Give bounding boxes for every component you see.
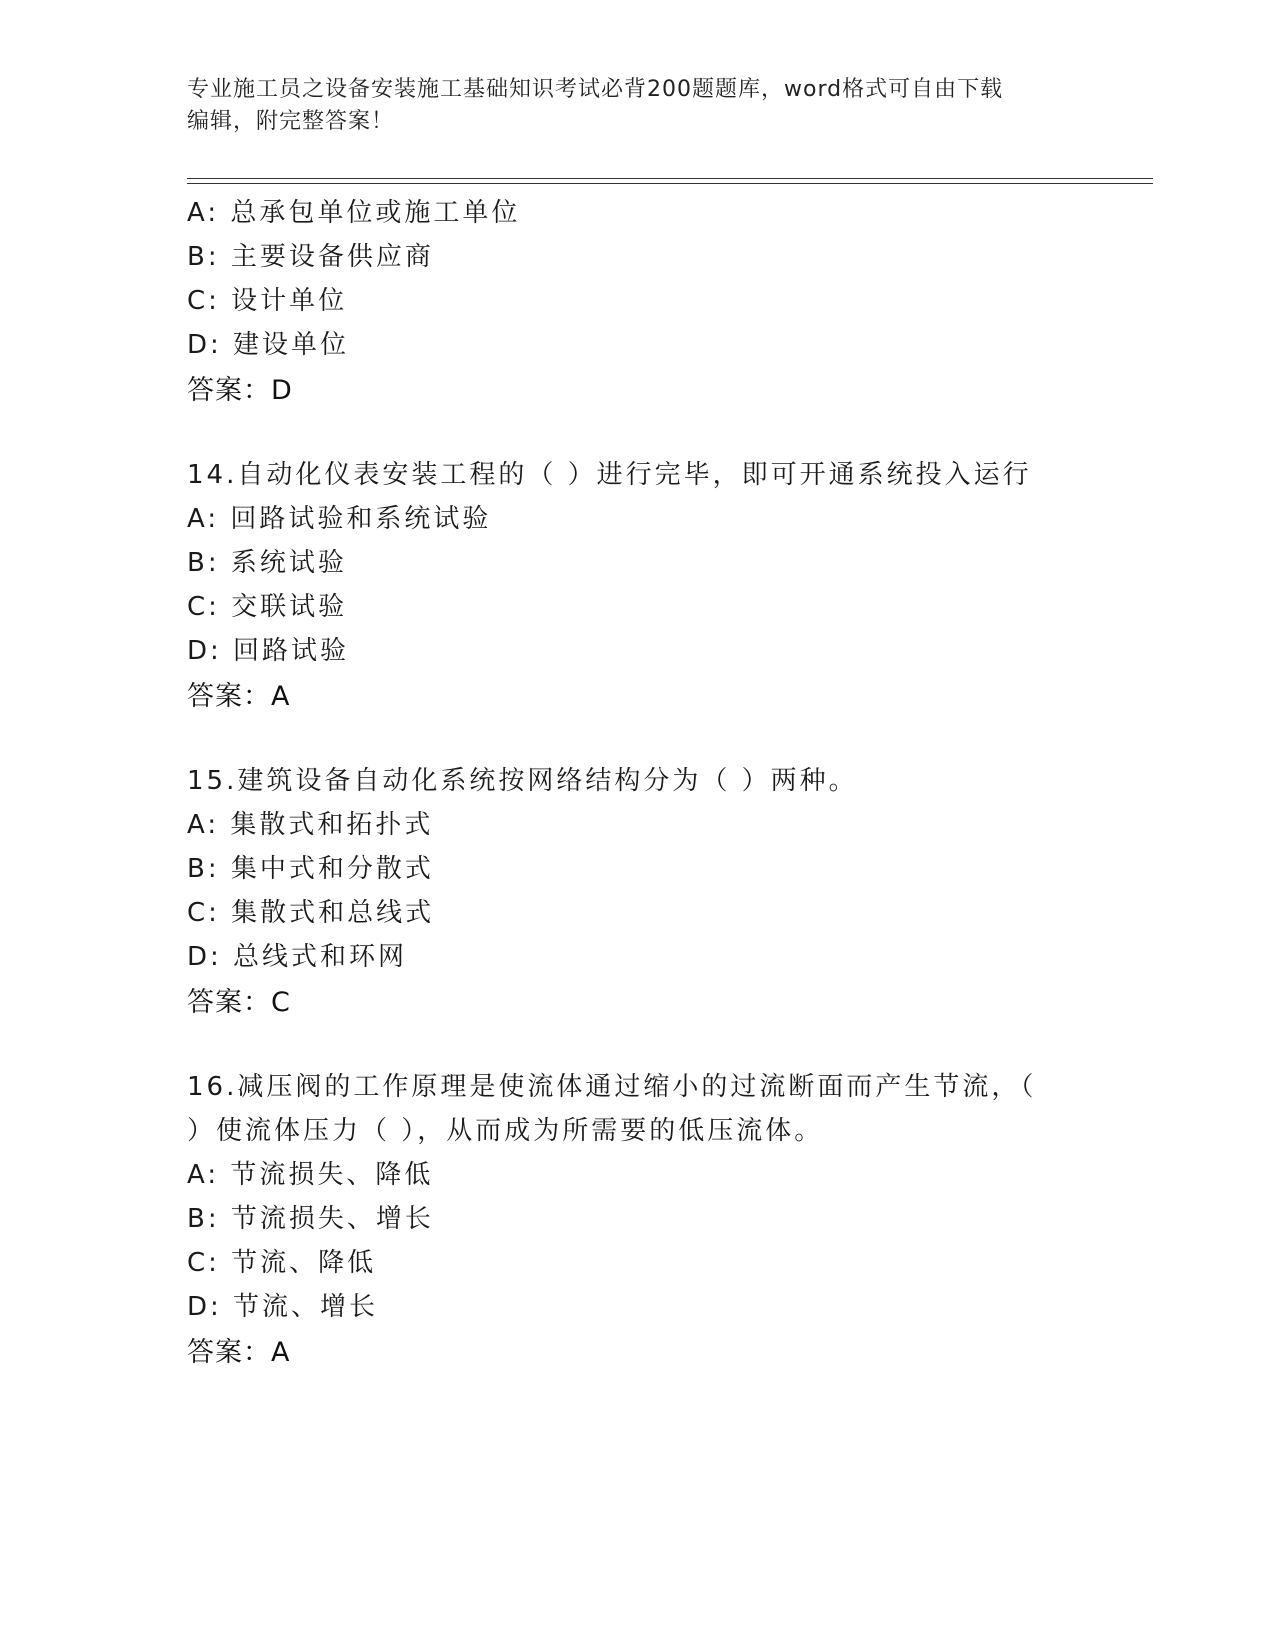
option-d: D: 总线式和环网 <box>187 942 408 972</box>
option-c: C: 设计单位 <box>187 286 348 316</box>
question-text: 14.自动化仪表安装工程的（ ）进行完毕，即可开通系统投入运行 <box>187 460 1032 490</box>
option-a: A: 回路试验和系统试验 <box>187 504 492 534</box>
option-b: B: 系统试验 <box>187 548 347 578</box>
question-text: 15.建筑设备自动化系统按网络结构分为（ ）两种。 <box>187 766 858 796</box>
option-b: B: 集中式和分散式 <box>187 854 434 884</box>
header-divider-top <box>187 178 1153 179</box>
answer: 答案：A <box>187 681 291 712</box>
answer: 答案：A <box>187 1337 291 1368</box>
option-b: B: 主要设备供应商 <box>187 242 434 272</box>
document-header <box>187 74 1087 138</box>
header-title-line1: 专业施工员之设备安装施工基础知识考试必背200题题库，word格式可自由下载 <box>187 77 1004 102</box>
option-a: A: 集散式和拓扑式 <box>187 810 434 840</box>
answer: 答案：C <box>187 987 291 1018</box>
option-d: D: 节流、增长 <box>187 1292 379 1322</box>
option-c: C: 交联试验 <box>187 592 348 622</box>
question-text-line2: ）使流体压力（ ），从而成为所需要的低压流体。 <box>187 1116 824 1146</box>
option-c: C: 节流、降低 <box>187 1248 377 1278</box>
option-b: B: 节流损失、增长 <box>187 1204 434 1234</box>
question-text-line1: 16.减压阀的工作原理是使流体通过缩小的过流断面而产生节流，（ <box>187 1072 1037 1102</box>
header-title-line2: 编辑，附完整答案！ <box>187 109 395 134</box>
header-divider-bottom <box>187 183 1153 184</box>
option-d: D: 建设单位 <box>187 330 350 360</box>
option-c: C: 集散式和总线式 <box>187 898 435 928</box>
option-a: A: 节流损失、降低 <box>187 1160 434 1190</box>
option-a: A: 总承包单位或施工单位 <box>187 198 521 228</box>
answer: 答案：D <box>187 375 293 406</box>
option-d: D: 回路试验 <box>187 636 350 666</box>
